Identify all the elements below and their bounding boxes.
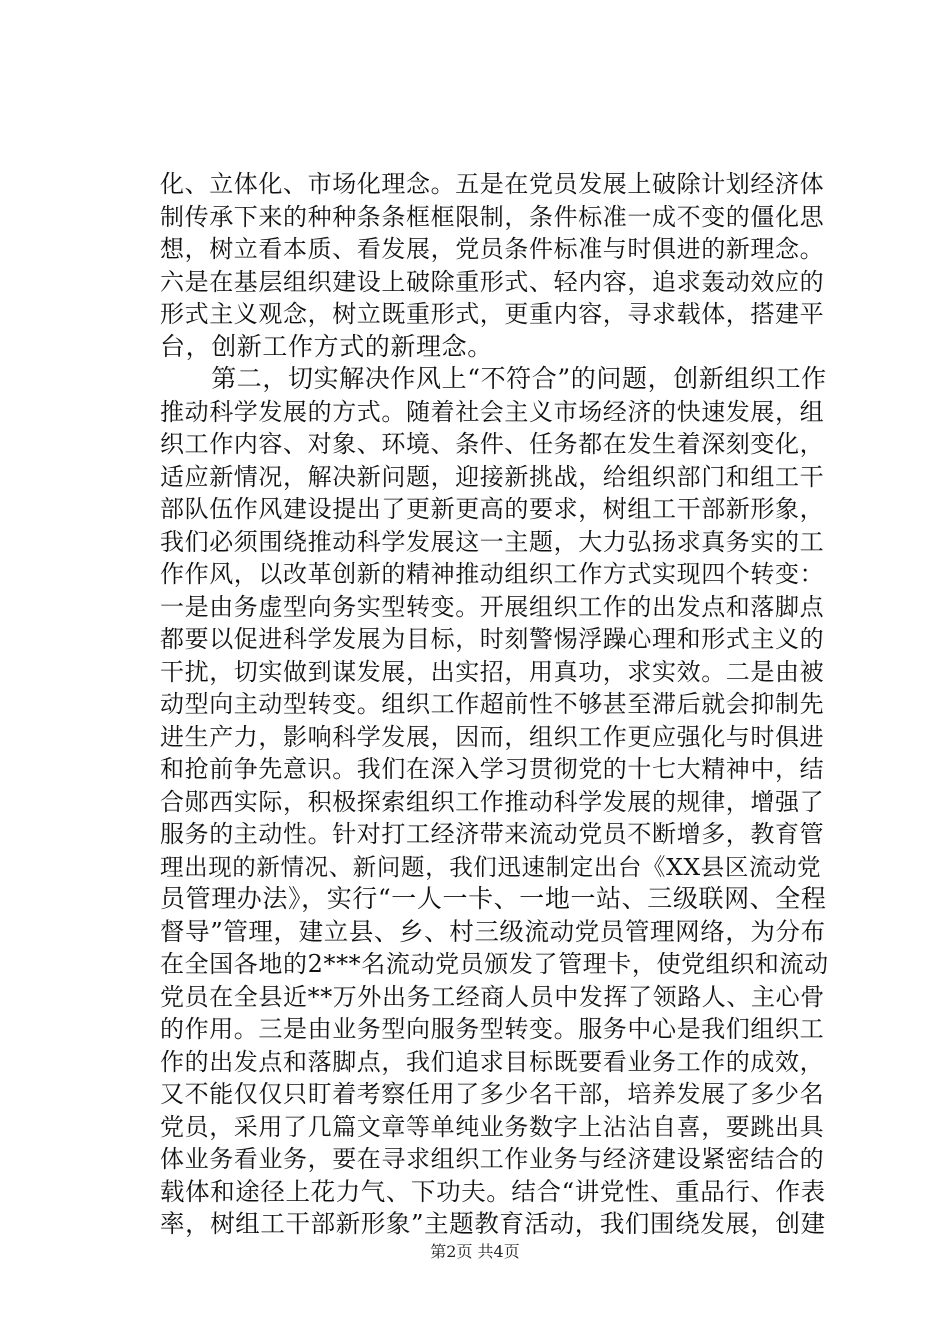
text-line: 部队伍作风建设提出了更新更高的要求，树组工干部新形象， — [160, 495, 825, 523]
text-line: 织工作内容、对象、环境、条件、任务都在发生着深刻变化， — [160, 430, 825, 458]
page-number-footer: 第2页 共4页 — [430, 1242, 520, 1261]
text-line: 作的出发点和落脚点，我们追求目标既要看业务工作的成效， — [160, 1047, 825, 1076]
text-line: 六是在基层组织建设上破除重形式、轻内容，追求轰动效应的 — [160, 267, 825, 296]
text-line: 督导”管理，建立县、乡、村三级流动党员管理网络，为分布 — [160, 916, 826, 946]
text-line: 党员在全县近**万外出务工经商人员中发挥了领路人、主心骨 — [160, 982, 825, 1011]
body-text — [160, 168, 832, 1241]
text-line: 和抢前争先意识。我们在深入学习贯彻党的十七大精神中，结 — [160, 755, 825, 783]
text-line: 员管理办法》，实行“一人一卡、一地一站、三级联网、全程 — [160, 884, 827, 913]
text-line: 动型向主动型转变。组织工作超前性不够甚至滞后就会抑制先 — [160, 690, 825, 718]
text-line: 党员，采用了几篇文章等单纯业务数字上沾沾自喜，要跳出具 — [160, 1112, 825, 1141]
text-line: 我们必须围绕推动科学发展这一主题，大力弘扬求真务实的工 — [160, 527, 825, 556]
text-line: 适应新情况，解决新问题，迎接新挑战，给组织部门和组工干 — [160, 462, 825, 491]
text-line: 制传承下来的种种条条框框限制，条件标准一成不变的僵化思 — [160, 202, 825, 231]
text-line: 率，树组工干部新形象”主题教育活动，我们围绕发展，创建 — [160, 1209, 826, 1238]
text-line: 想，树立看本质、看发展，党员条件标准与时俱进的新理念。 — [160, 235, 825, 263]
text-line: 合郧西实际，积极探索组织工作推动科学发展的规律，增强了 — [160, 787, 825, 816]
text-line: 形式主义观念，树立既重形式，更重内容，寻求载体，搭建平 — [160, 300, 825, 328]
text-line: 都要以促进科学发展为目标，时刻警惕浮躁心理和形式主义的 — [160, 625, 825, 653]
text-line: 化、立体化、市场化理念。五是在党员发展上破除计划经济体 — [160, 170, 825, 198]
text-line: 第二，切实解决作风上“不符合”的问题，创新组织工作 — [160, 364, 827, 393]
text-line: 在全国各地的2***名流动党员颁发了管理卡，使党组织和流动 — [160, 950, 829, 978]
text-line: 的作用。三是由业务型向服务型转变。服务中心是我们组织工 — [160, 1015, 825, 1043]
text-line: 台，创新工作方式的新理念。 — [160, 331, 493, 361]
text-line: 进生产力，影响科学发展，因而，组织工作更应强化与时俱进 — [160, 722, 825, 751]
text-line: 一是由务虚型向务实型转变。开展组织工作的出发点和落脚点 — [160, 592, 825, 621]
text-line: 载体和途径上花力气、下功夫。结合“讲党性、重品行、作表 — [160, 1176, 826, 1206]
text-line: 理出现的新情况、新问题，我们迅速制定出台《XX县区流动党 — [160, 852, 822, 881]
text-line: 干扰，切实做到谋发展，出实招，用真功，求实效。二是由被 — [160, 657, 825, 686]
text-line: 服务的主动性。针对打工经济带来流动党员不断增多，教育管 — [160, 820, 825, 848]
text-line: 又不能仅仅只盯着考察任用了多少名干部，培养发展了多少名 — [160, 1080, 825, 1108]
text-line: 作作风，以改革创新的精神推动组织工作方式实现四个转变： — [160, 560, 825, 588]
text-line: 体业务看业务，要在寻求组织工作业务与经济建设紧密结合的 — [160, 1145, 825, 1173]
text-line: 推动科学发展的方式。随着社会主义市场经济的快速发展，组 — [160, 397, 825, 426]
